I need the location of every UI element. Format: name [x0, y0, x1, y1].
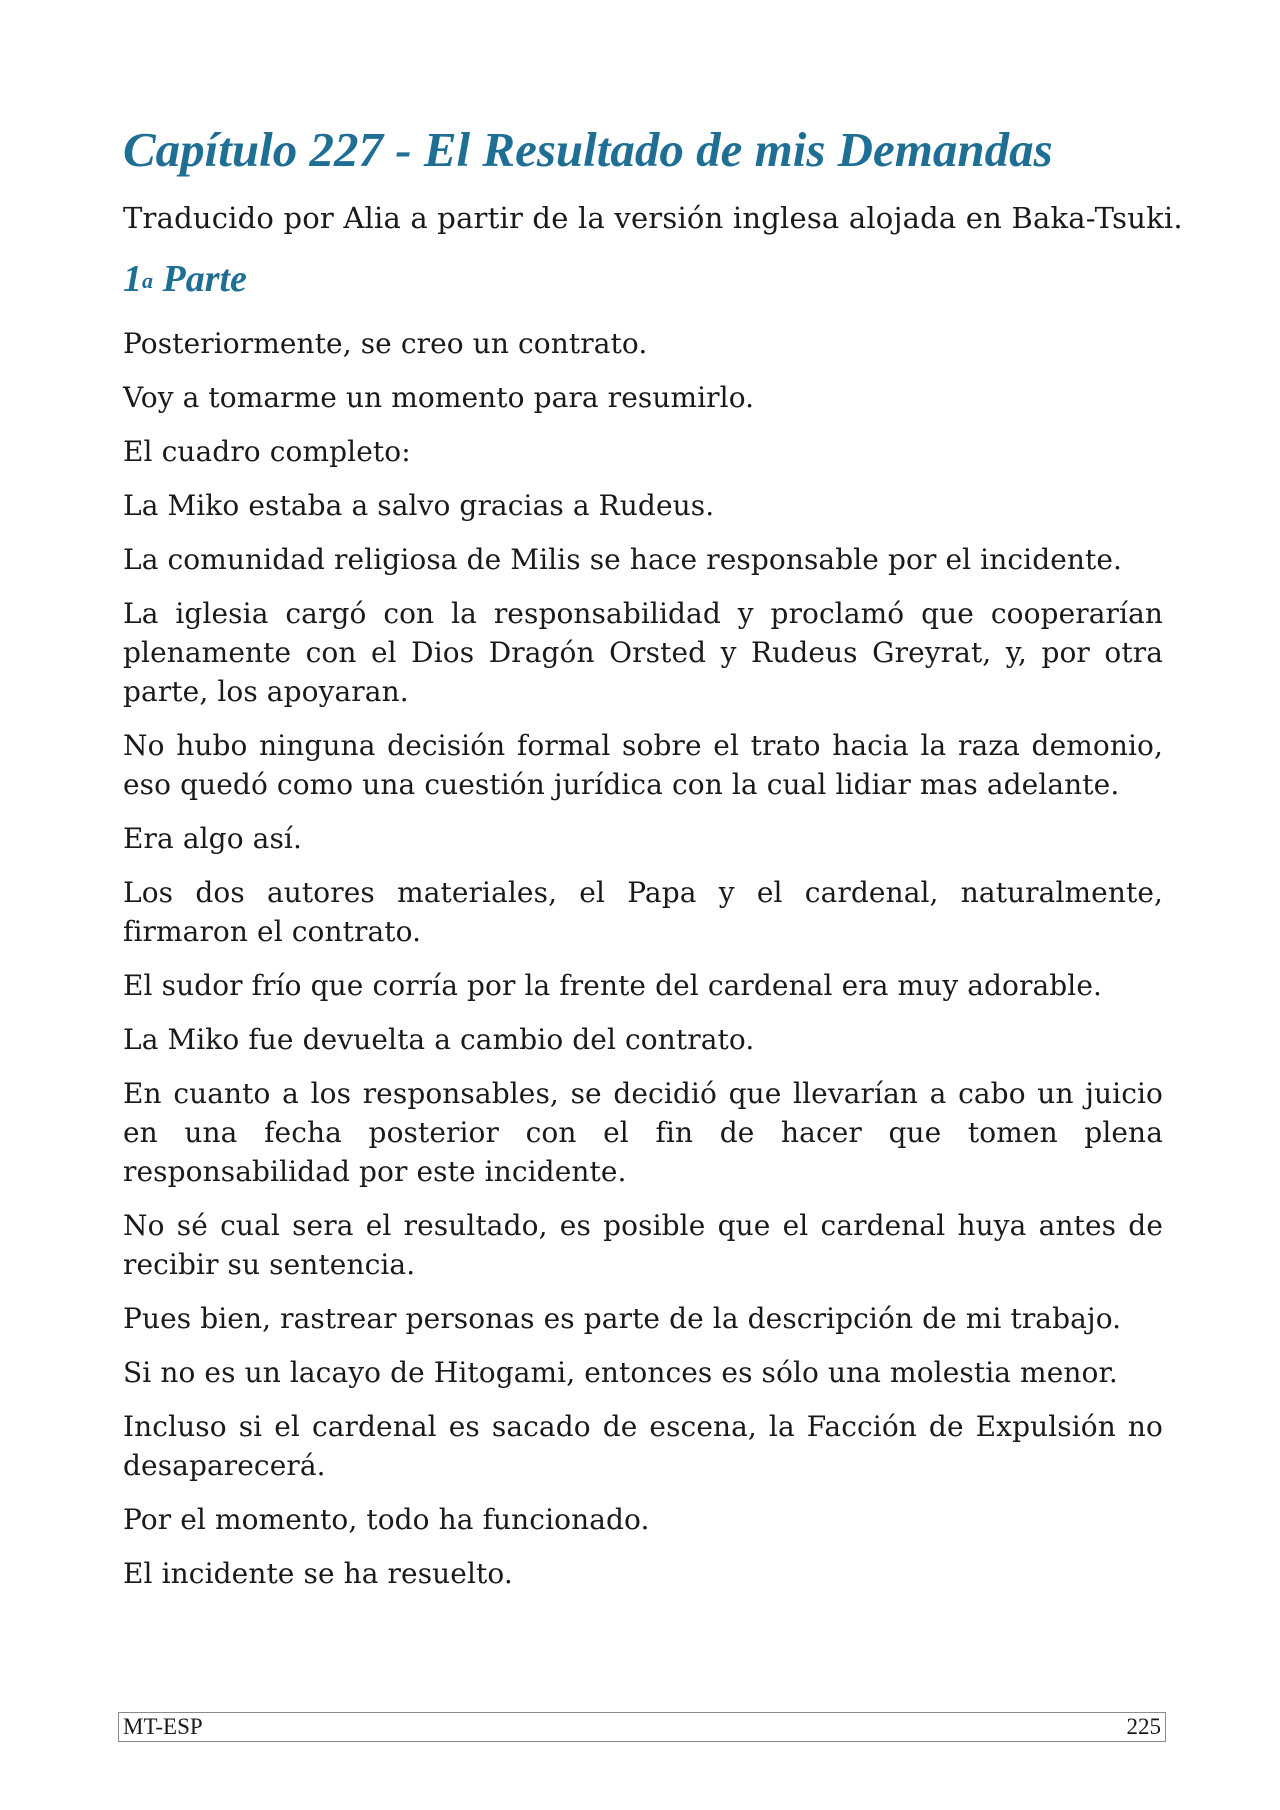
footer-label: MT-ESP: [123, 1714, 203, 1739]
translator-note: Traducido por Alia a partir de la versión inglesa alojada en Baka-Tsuki.: [123, 201, 1183, 235]
paragraph: La Miko fue devuelta a cambio del contrato.: [123, 1023, 755, 1056]
page-number: 225: [1126, 1714, 1161, 1739]
paragraph: Voy a tomarme un momento para resumirlo.: [123, 381, 755, 414]
paragraph: Si no es un lacayo de Hitogami, entonces es sólo una molestia menor.: [123, 1356, 1118, 1389]
paragraph: El cuadro completo:: [123, 435, 411, 468]
paragraph: El incidente se ha resuelto.: [123, 1557, 513, 1590]
paragraph: Incluso si el cardenal es sacado de escena, la Facción de Expulsión no desaparecerá.: [123, 1410, 1163, 1482]
paragraph: Por el momento, todo ha funcionado.: [123, 1503, 650, 1536]
chapter-title: Capítulo 227 - El Resultado de mis Demandas: [123, 122, 1053, 177]
paragraph: Pues bien, rastrear personas es parte de la descripción de mi trabajo.: [123, 1302, 1122, 1335]
part-number: 1: [123, 258, 142, 300]
paragraph: Era algo así.: [123, 822, 302, 855]
paragraph: No sé cual sera el resultado, es posible que el cardenal huya antes de recibir su sentencia.: [123, 1209, 1163, 1281]
page-footer: [118, 1712, 1166, 1742]
paragraph: La Miko estaba a salvo gracias a Rudeus.: [123, 489, 715, 522]
paragraph: En cuanto a los responsables, se decidió que llevarían a cabo un juicio en una fecha posterior con el fin de hacer que tomen plena responsabilidad por este incidente.: [123, 1077, 1163, 1188]
part-label: Parte: [162, 258, 247, 300]
part-title: [123, 254, 247, 304]
paragraph: Posteriormente, se creo un contrato.: [123, 327, 648, 360]
paragraph: No hubo ninguna decisión formal sobre el trato hacia la raza demonio, eso quedó como una cuestión jurídica con la cual lidiar mas adelante.: [123, 729, 1163, 801]
paragraph: La iglesia cargó con la responsabilidad y proclamó que cooperarían plenamente con el Dios Dragón Orsted y Rudeus Greyrat, y, por otra parte, los apoyaran.: [123, 597, 1163, 708]
paragraph: La comunidad religiosa de Milis se hace responsable por el incidente.: [123, 543, 1123, 576]
body-text: [123, 324, 1163, 1608]
paragraph: Los dos autores materiales, el Papa y el cardenal, naturalmente, firmaron el contrato.: [123, 876, 1163, 948]
paragraph: El sudor frío que corría por la frente del cardenal era muy adorable.: [123, 969, 1103, 1002]
part-ordinal-mark: a: [142, 268, 153, 293]
